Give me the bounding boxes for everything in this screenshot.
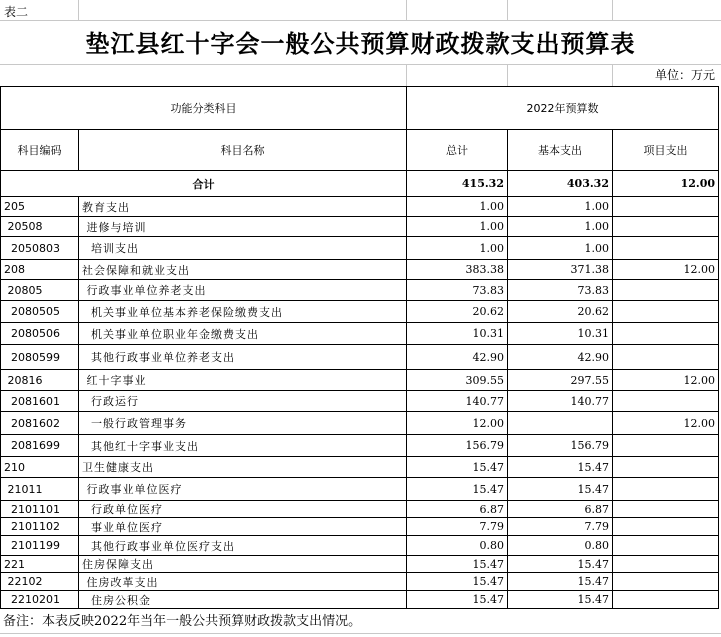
row-total: 0.80 <box>407 536 508 556</box>
row-basic: 73.83 <box>508 280 613 301</box>
row-total: 383.38 <box>407 260 508 280</box>
row-code: 20508 <box>1 217 79 237</box>
row-name: 行政单位医疗 <box>79 501 407 518</box>
row-code: 2080505 <box>1 301 79 323</box>
table-row <box>1 435 719 457</box>
table-row <box>1 412 719 435</box>
row-project <box>613 237 719 260</box>
row-name: 培训支出 <box>79 237 407 260</box>
row-basic: 1.00 <box>508 217 613 237</box>
header-project: 项目支出 <box>613 130 719 171</box>
row-project <box>613 323 719 345</box>
table-row <box>1 478 719 501</box>
row-basic: 0.80 <box>508 536 613 556</box>
table-number-label: 表二 <box>4 5 29 19</box>
row-total: 73.83 <box>407 280 508 301</box>
header-total: 总计 <box>407 130 508 171</box>
row-total: 140.77 <box>407 391 508 412</box>
row-name: 行政事业单位养老支出 <box>79 280 407 301</box>
row-name: 机关事业单位基本养老保险缴费支出 <box>79 301 407 323</box>
table-row <box>1 501 719 518</box>
table-row <box>1 323 719 345</box>
row-total: 15.47 <box>407 591 508 609</box>
table-row <box>1 301 719 323</box>
table-row <box>1 260 719 280</box>
row-code: 2081699 <box>1 435 79 457</box>
table-row <box>1 280 719 301</box>
row-name: 其他行政事业单位养老支出 <box>79 345 407 370</box>
row-code: 21011 <box>1 478 79 501</box>
row-total: 20.62 <box>407 301 508 323</box>
row-code: 2081602 <box>1 412 79 435</box>
row-code: 205 <box>1 197 79 217</box>
row-code: 210 <box>1 457 79 478</box>
header-row-2 <box>1 130 719 171</box>
row-total: 1.00 <box>407 237 508 260</box>
grid-line <box>0 20 721 21</box>
row-name: 进修与培训 <box>79 217 407 237</box>
row-basic: 42.90 <box>508 345 613 370</box>
row-project: 12.00 <box>613 370 719 391</box>
row-project <box>613 435 719 457</box>
row-total: 6.87 <box>407 501 508 518</box>
total-row <box>1 171 719 197</box>
row-total: 15.47 <box>407 478 508 501</box>
row-total: 12.00 <box>407 412 508 435</box>
row-name: 教育支出 <box>79 197 407 217</box>
row-code: 2080506 <box>1 323 79 345</box>
table-row <box>1 370 719 391</box>
grid-line <box>507 64 508 86</box>
row-name: 住房改革支出 <box>79 573 407 591</box>
row-code: 20816 <box>1 370 79 391</box>
header-subject-code: 科目编码 <box>1 130 79 171</box>
row-name: 住房公积金 <box>79 591 407 609</box>
unit-label: 单位：万元 <box>654 68 715 82</box>
grid-line <box>406 64 407 86</box>
row-basic: 20.62 <box>508 301 613 323</box>
row-total: 15.47 <box>407 457 508 478</box>
row-basic: 1.00 <box>508 197 613 217</box>
table-row <box>1 556 719 573</box>
row-project <box>613 301 719 323</box>
row-project <box>613 536 719 556</box>
row-total: 10.31 <box>407 323 508 345</box>
row-name: 行政事业单位医疗 <box>79 478 407 501</box>
row-basic: 6.87 <box>508 501 613 518</box>
row-basic: 15.47 <box>508 591 613 609</box>
row-basic: 15.47 <box>508 457 613 478</box>
row-total: 42.90 <box>407 345 508 370</box>
page-title: 垫江县红十字会一般公共预算财政拨款支出预算表 <box>85 29 636 58</box>
table-row <box>1 536 719 556</box>
grid-line <box>406 0 407 20</box>
row-name: 行政运行 <box>79 391 407 412</box>
row-total: 309.55 <box>407 370 508 391</box>
row-basic: 15.47 <box>508 478 613 501</box>
row-code: 2101199 <box>1 536 79 556</box>
row-name: 事业单位医疗 <box>79 518 407 536</box>
row-basic: 10.31 <box>508 323 613 345</box>
row-basic: 15.47 <box>508 573 613 591</box>
total-total: 415.32 <box>407 171 508 197</box>
row-name: 其他红十字事业支出 <box>79 435 407 457</box>
grid-line <box>507 0 508 20</box>
row-total: 15.47 <box>407 573 508 591</box>
row-code: 208 <box>1 260 79 280</box>
row-basic: 140.77 <box>508 391 613 412</box>
table-row <box>1 457 719 478</box>
table-row <box>1 197 719 217</box>
grid-line <box>78 0 79 20</box>
row-project <box>613 197 719 217</box>
row-project <box>613 518 719 536</box>
row-project <box>613 345 719 370</box>
row-code: 22102 <box>1 573 79 591</box>
table-row <box>1 345 719 370</box>
total-label: 合计 <box>1 171 407 197</box>
row-basic: 7.79 <box>508 518 613 536</box>
row-project <box>613 573 719 591</box>
row-project <box>613 217 719 237</box>
row-project <box>613 457 719 478</box>
row-basic <box>508 412 613 435</box>
header-row-1 <box>1 87 719 130</box>
header-subject-name: 科目名称 <box>79 130 407 171</box>
row-code: 2080599 <box>1 345 79 370</box>
row-project <box>613 556 719 573</box>
row-code: 2081601 <box>1 391 79 412</box>
header-basic: 基本支出 <box>508 130 613 171</box>
table-row <box>1 391 719 412</box>
table-row <box>1 217 719 237</box>
total-basic: 403.32 <box>508 171 613 197</box>
footnote: 备注：本表反映2022年当年一般公共预算财政拨款支出情况。 <box>3 614 362 629</box>
table-row <box>1 573 719 591</box>
header-budget-year: 2022年预算数 <box>407 87 719 130</box>
table-row <box>1 591 719 609</box>
row-name: 红十字事业 <box>79 370 407 391</box>
grid-line <box>612 64 613 86</box>
row-code: 2210201 <box>1 591 79 609</box>
row-code: 2101102 <box>1 518 79 536</box>
row-basic: 156.79 <box>508 435 613 457</box>
row-project <box>613 591 719 609</box>
budget-table <box>0 86 719 609</box>
row-code: 221 <box>1 556 79 573</box>
row-name: 卫生健康支出 <box>79 457 407 478</box>
row-project <box>613 280 719 301</box>
row-total: 15.47 <box>407 556 508 573</box>
row-name: 社会保障和就业支出 <box>79 260 407 280</box>
row-code: 2101101 <box>1 501 79 518</box>
grid-line <box>0 633 721 634</box>
row-project <box>613 391 719 412</box>
row-project <box>613 501 719 518</box>
row-code: 20805 <box>1 280 79 301</box>
row-total: 156.79 <box>407 435 508 457</box>
table-row <box>1 518 719 536</box>
row-project <box>613 478 719 501</box>
row-name: 其他行政事业单位医疗支出 <box>79 536 407 556</box>
row-total: 1.00 <box>407 217 508 237</box>
row-project: 12.00 <box>613 260 719 280</box>
row-basic: 15.47 <box>508 556 613 573</box>
row-basic: 297.55 <box>508 370 613 391</box>
table-row <box>1 237 719 260</box>
grid-line <box>612 0 613 20</box>
row-name: 住房保障支出 <box>79 556 407 573</box>
total-project: 12.00 <box>613 171 719 197</box>
row-name: 一般行政管理事务 <box>79 412 407 435</box>
row-name: 机关事业单位职业年金缴费支出 <box>79 323 407 345</box>
row-project: 12.00 <box>613 412 719 435</box>
row-basic: 1.00 <box>508 237 613 260</box>
row-basic: 371.38 <box>508 260 613 280</box>
row-total: 1.00 <box>407 197 508 217</box>
header-functional-category: 功能分类科目 <box>1 87 407 130</box>
row-total: 7.79 <box>407 518 508 536</box>
row-code: 2050803 <box>1 237 79 260</box>
